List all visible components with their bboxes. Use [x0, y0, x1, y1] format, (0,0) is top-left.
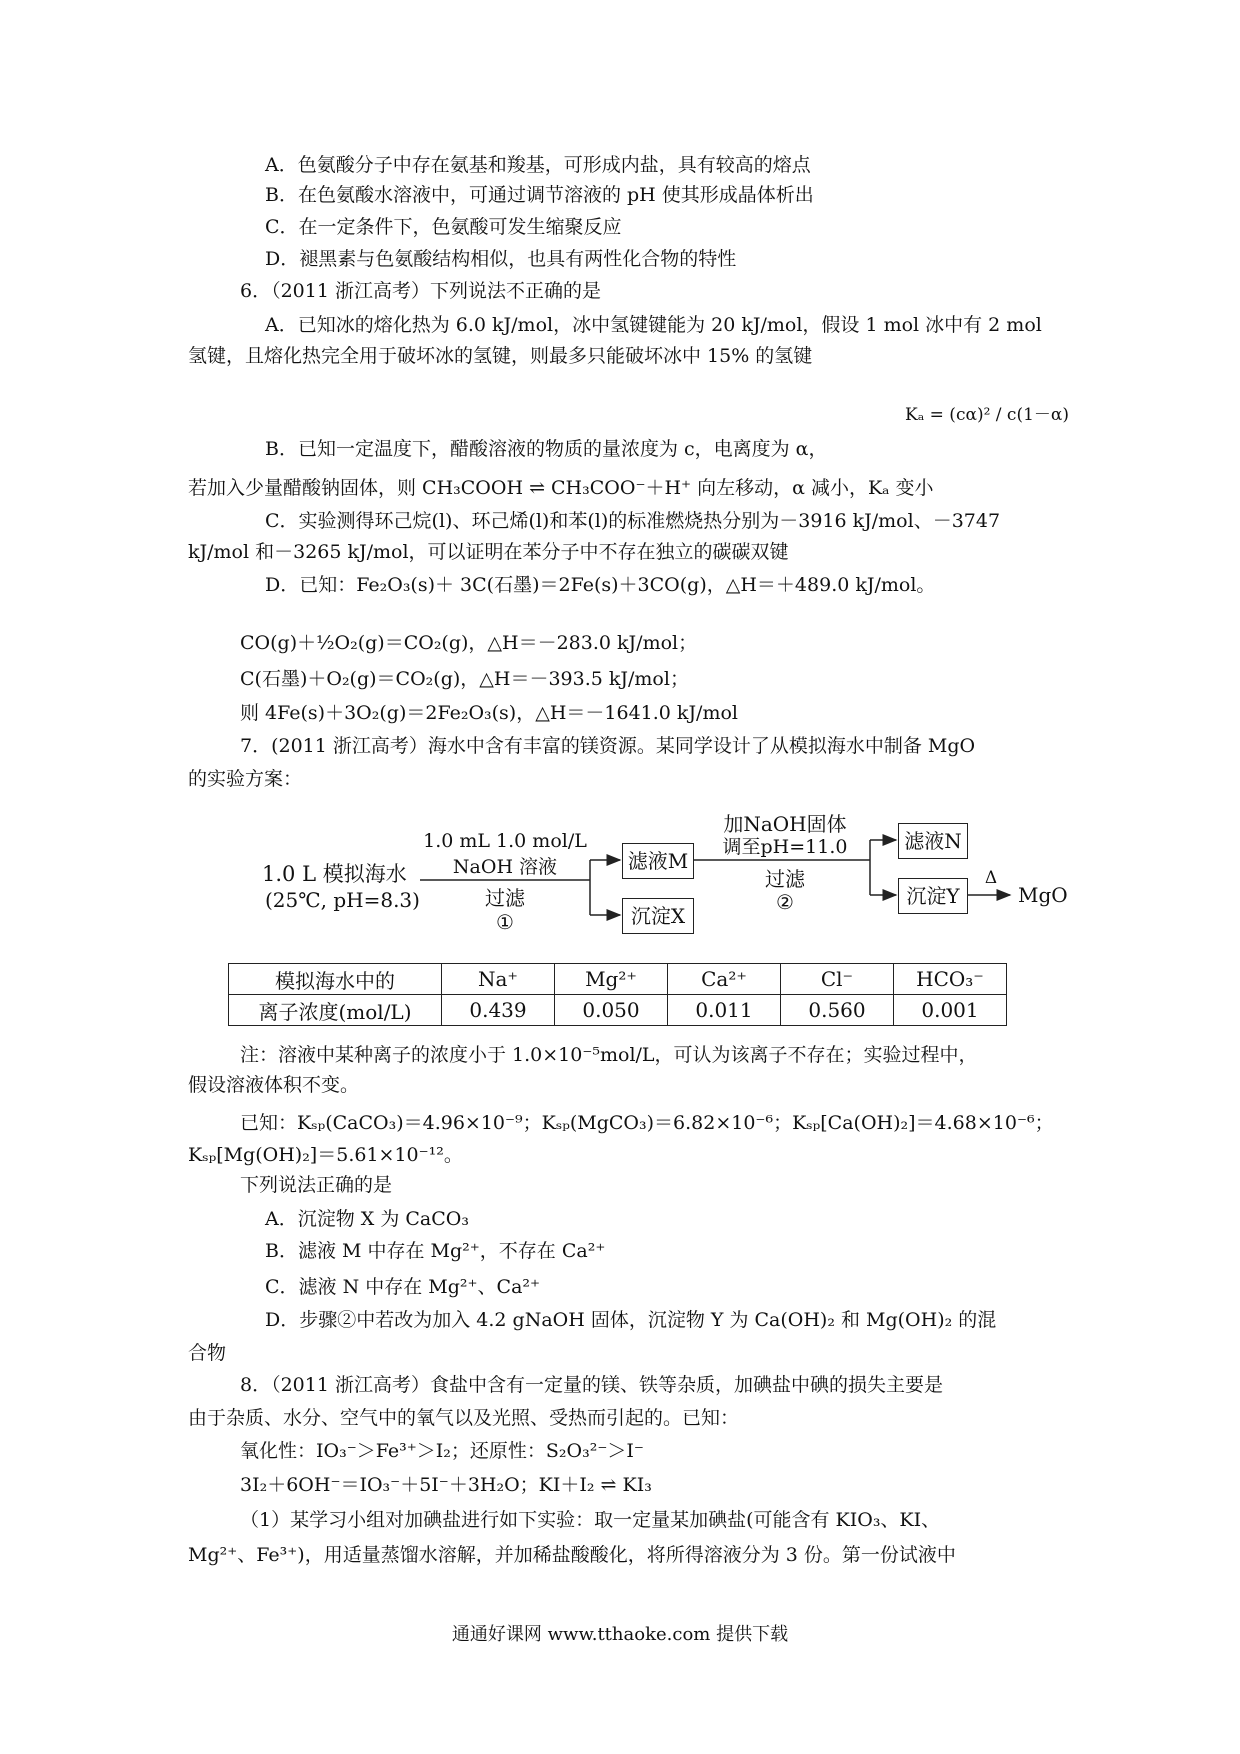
table-row: [229, 964, 1007, 995]
q8-part1-line2: Mg²⁺、Fe³⁺)，用适量蒸馏水溶解，并加稀盐酸酸化，将所得溶液分为 3 份。第一份试液中: [188, 1544, 956, 1566]
ion-value: 0.050: [555, 995, 668, 1026]
reaction-line: 3I₂＋6OH⁻＝IO₃⁻＋5I⁻＋3H₂O；KI＋I₂ ⇌ KI₃: [240, 1474, 652, 1496]
box-precipitate-x: 沉淀X: [622, 898, 694, 934]
q7-option-b: B．滤液 M 中存在 Mg²⁺，不存在 Ca²⁺: [265, 1240, 606, 1262]
ksp-line1: 已知：Kₛₚ(CaCO₃)＝4.96×10⁻⁹；Kₛₚ(MgCO₃)＝6.82×10⁻⁶；Kₛₚ[Ca(OH)₂]＝4.68×10⁻⁶；: [240, 1112, 1054, 1134]
step1-number: ①: [496, 910, 514, 934]
step1-filter: 过滤: [485, 886, 525, 910]
ion-concentration-table: [228, 963, 1007, 1026]
note-line2: 假设溶液体积不变。: [188, 1074, 360, 1096]
option-a-line: A．色氨酸分子中存在氨基和羧基，可形成内盐，具有较高的熔点: [265, 154, 811, 176]
equation-fe: 则 4Fe(s)＋3O₂(g)＝2Fe₂O₃(s)，△H＝－1641.0 kJ/mol: [240, 702, 738, 724]
q6-option-b-line1: B．已知一定温度下，醋酸溶液的物质的量浓度为 c，电离度为 α，: [265, 438, 828, 460]
ion-header: Na⁺: [442, 964, 555, 995]
flow-start-condition: (25℃, pH=8.3): [265, 888, 420, 912]
q6-option-a-line1: A．已知冰的熔化热为 6.0 kJ/mol，冰中氢键键能为 20 kJ/mol，假设 1 mol 冰中有 2 mol: [265, 314, 1042, 336]
step2-number: ②: [776, 890, 794, 914]
option-d-line: D．褪黑素与色氨酸结构相似，也具有两性化合物的特性: [265, 248, 737, 270]
q7-option-a: A．沉淀物 X 为 CaCO₃: [265, 1208, 469, 1230]
question-7-line2: 的实验方案：: [188, 768, 303, 790]
step1-reagent: 1.0 mL 1.0 mol/L: [423, 830, 587, 852]
ion-value: 0.439: [442, 995, 555, 1026]
note-line1: 注：溶液中某种离子的浓度小于 1.0×10⁻⁵mol/L，可认为该离子不存在；实验过程中，: [240, 1044, 978, 1066]
step2-reagent: 加NaOH固体: [723, 812, 847, 836]
ksp-line2: Kₛₚ[Mg(OH)₂]＝5.61×10⁻¹²。: [188, 1144, 463, 1166]
product-mgo: MgO: [1018, 883, 1068, 907]
option-c-line: C．在一定条件下，色氨酸可发生缩聚反应: [265, 216, 622, 238]
box-precipitate-y: 沉淀Y: [898, 878, 968, 914]
q7-prompt: 下列说法正确的是: [240, 1174, 393, 1196]
flow-start-label: 1.0 L 模拟海水: [262, 862, 407, 886]
ion-value: 0.560: [781, 995, 894, 1026]
ka-formula: Kₐ = (cα)² / c(1－α): [905, 405, 1070, 425]
q6-option-a-line2: 氢键，且熔化热完全用于破坏冰的氢键，则最多只能破坏冰中 15% 的氢键: [188, 345, 813, 367]
step2-ph: 调至pH=11.0: [722, 836, 848, 858]
q7-option-d-line1: D．步骤②中若改为加入 4.2 gNaOH 固体，沉淀物 Y 为 Ca(OH)₂ 和 Mg(OH)₂ 的混: [265, 1309, 997, 1331]
row-header-line1: 模拟海水中的: [229, 964, 442, 995]
equation-c: C(石墨)＋O₂(g)＝CO₂(g)，△H＝－393.5 kJ/mol；: [240, 668, 689, 690]
ion-header: Mg²⁺: [555, 964, 668, 995]
table-row: [229, 995, 1007, 1026]
q7-option-d-line2: 合物: [188, 1342, 227, 1364]
page-footer: 通通好课网 www.tthaoke.com 提供下载: [451, 1624, 789, 1645]
heat-symbol: Δ: [984, 868, 998, 888]
equation-co: CO(g)＋½O₂(g)＝CO₂(g)，△H＝－283.0 kJ/mol；: [240, 632, 698, 654]
q8-part1-line1: （1）某学习小组对加碘盐进行如下实验：取一定量某加碘盐(可能含有 KIO₃、KI、: [240, 1509, 941, 1531]
option-b-line: B．在色氨酸水溶液中，可通过调节溶液的 pH 使其形成晶体析出: [265, 184, 814, 206]
q6-option-c-line2: kJ/mol 和－3265 kJ/mol，可以证明在苯分子中不存在独立的碳碳双键: [188, 541, 789, 563]
q6-option-d-line1: D．已知：Fe₂O₃(s)＋ 3C(石墨)＝2Fe(s)＋3CO(g)，△H＝＋489.0 kJ/mol。: [265, 574, 936, 596]
step2-filter: 过滤: [765, 867, 805, 891]
question-7-title: 7．(2011 浙江高考）海水中含有丰富的镁资源。某同学设计了从模拟海水中制备 MgO: [240, 735, 976, 757]
box-filtrate-m: 滤液M: [622, 843, 694, 879]
ion-value: 0.011: [668, 995, 781, 1026]
ion-value: 0.001: [894, 995, 1007, 1026]
q6-option-b-line2: 若加入少量醋酸钠固体，则 CH₃COOH ⇌ CH₃COO⁻＋H⁺ 向左移动，α 减小，Kₐ 变小: [188, 477, 934, 499]
question-8-title: 8．（2011 浙江高考）食盐中含有一定量的镁、铁等杂质，加碘盐中碘的损失主要是: [240, 1374, 943, 1396]
box-filtrate-n: 滤液N: [898, 823, 968, 859]
question-8-line2: 由于杂质、水分、空气中的氧气以及光照、受热而引起的。已知：: [188, 1407, 740, 1429]
ion-header: Cl⁻: [781, 964, 894, 995]
question-6-title: 6．（2011 浙江高考）下列说法不正确的是: [240, 280, 601, 302]
oxidation-line: 氧化性：IO₃⁻＞Fe³⁺＞I₂；还原性：S₂O₃²⁻＞I⁻: [240, 1440, 644, 1462]
ion-header: HCO₃⁻: [894, 964, 1007, 995]
row-header-line2: 离子浓度(mol/L): [229, 995, 442, 1026]
q6-option-c-line1: C．实验测得环己烷(l)、环己烯(l)和苯(l)的标准燃烧热分别为－3916 kJ/mol、－3747: [265, 510, 1001, 532]
step1-reagent-solution: NaOH 溶液: [452, 856, 558, 878]
q7-option-c: C．滤液 N 中存在 Mg²⁺、Ca²⁺: [265, 1276, 541, 1298]
ion-header: Ca²⁺: [668, 964, 781, 995]
